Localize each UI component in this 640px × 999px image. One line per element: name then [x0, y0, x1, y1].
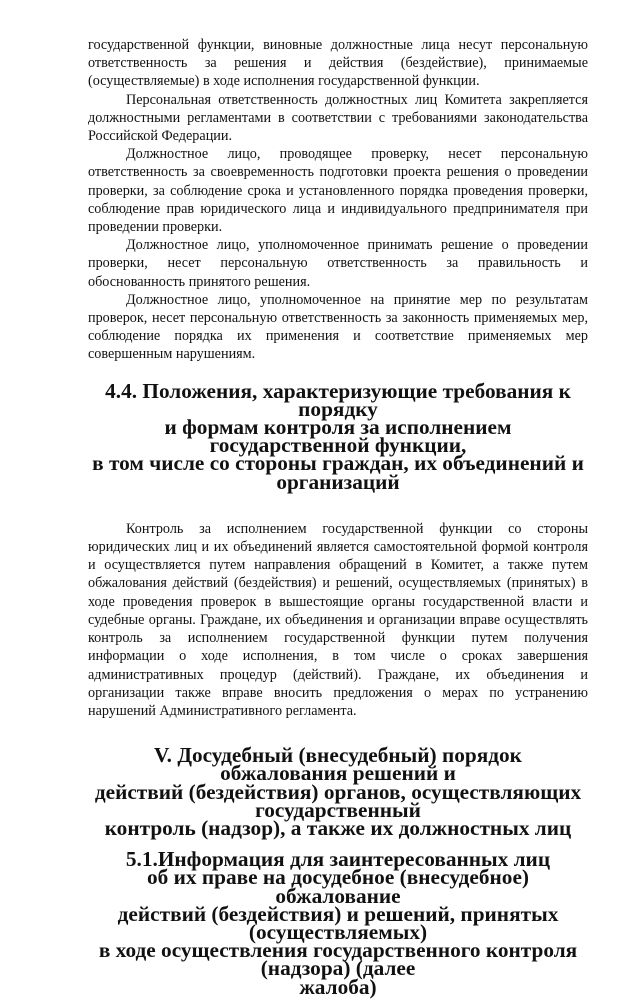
heading-line: 5.1.Информация для заинтересованных лиц — [125, 847, 551, 872]
section-5-heading — [88, 743, 588, 840]
paragraph-decision-maker-responsibility: Должностное лицо, уполномоченное принимать решение о проведении проверки, несет персональную ответственность за правильность и обоснованность принятого решения. — [88, 237, 588, 290]
heading-line: в том числе со стороны граждан, их объединений и организаций — [92, 451, 584, 494]
heading-line: V. Досудебный (внесудебный) порядок обжалования решений и — [154, 743, 522, 786]
heading-line: 4.4. Положения, характеризующие требования к порядку — [105, 378, 571, 421]
heading-line: жалоба) — [299, 974, 377, 999]
paragraph-personal-responsibility: Персональная ответственность должностных лиц Комитета закрепляется должностными регламентами в соответствии с требованиями законодательства Российской Федерации. — [88, 91, 588, 145]
paragraph-inspector-responsibility: Должностное лицо, проводящее проверку, несет персональную ответственность за своевременность подготовки проекта решения о проведении проверки, за соблюдение срока и установленного порядка проведения проверки, соблюдение прав юридического лица и индивидуального предпринимателя при проведении проверки. — [88, 146, 588, 236]
paragraph-control-by-citizens: Контроль за исполнением государственной функции со стороны юридических лиц и их объединений является самостоятельной формой контроля и осуществляется путем направления обращений в Комитет, а также путем обжалования действий (бездействия) и решений, осуществляемых (принятых) в ходе проведения проверок в вышестоящие органы государственной власти и судебные органы. Граждане, их объединения и организации вправе осуществлять контроль за исполнением государственной функции путем получения информации о ходе исполнения, в том числе о сроках завершения административных процедур (действий). Граждане, их объединения и организации также вправе вносить предложения о мерах по устранению нарушений Административного регламента. — [88, 520, 588, 719]
heading-line: и формам контроля за исполнением государственной функции, — [164, 415, 512, 458]
heading-line: действий (бездействия) органов, осуществляющих государственный — [94, 779, 582, 822]
heading-line: действий (бездействия) и решений, принятых (осуществляемых) — [117, 901, 559, 944]
section-5-1-heading — [88, 847, 588, 999]
heading-line: контроль (надзор), а также их должностных лиц — [104, 815, 572, 840]
paragraph-measures-responsibility: Должностное лицо, уполномоченное на принятие мер по результатам проверок, несет персональную ответственность за законность применяемых мер, соблюдение порядка их применения и соответствие применяемых мер совершенным нарушениям. — [88, 291, 588, 363]
section-4-4-heading — [88, 378, 588, 494]
heading-line: об их праве на досудебное (внесудебное) обжалование — [146, 865, 529, 908]
spacer — [88, 491, 588, 520]
heading-line: в ходе осуществления государственного контроля (надзора) (далее — [98, 938, 578, 981]
document-page — [88, 36, 588, 999]
paragraph-continuation: государственной функции, виновные должностные лица несут персональную ответственность за решения и действия (бездействие), принимаемые (осуществляемые) в ходе исполнения государственной функции. — [88, 37, 588, 90]
